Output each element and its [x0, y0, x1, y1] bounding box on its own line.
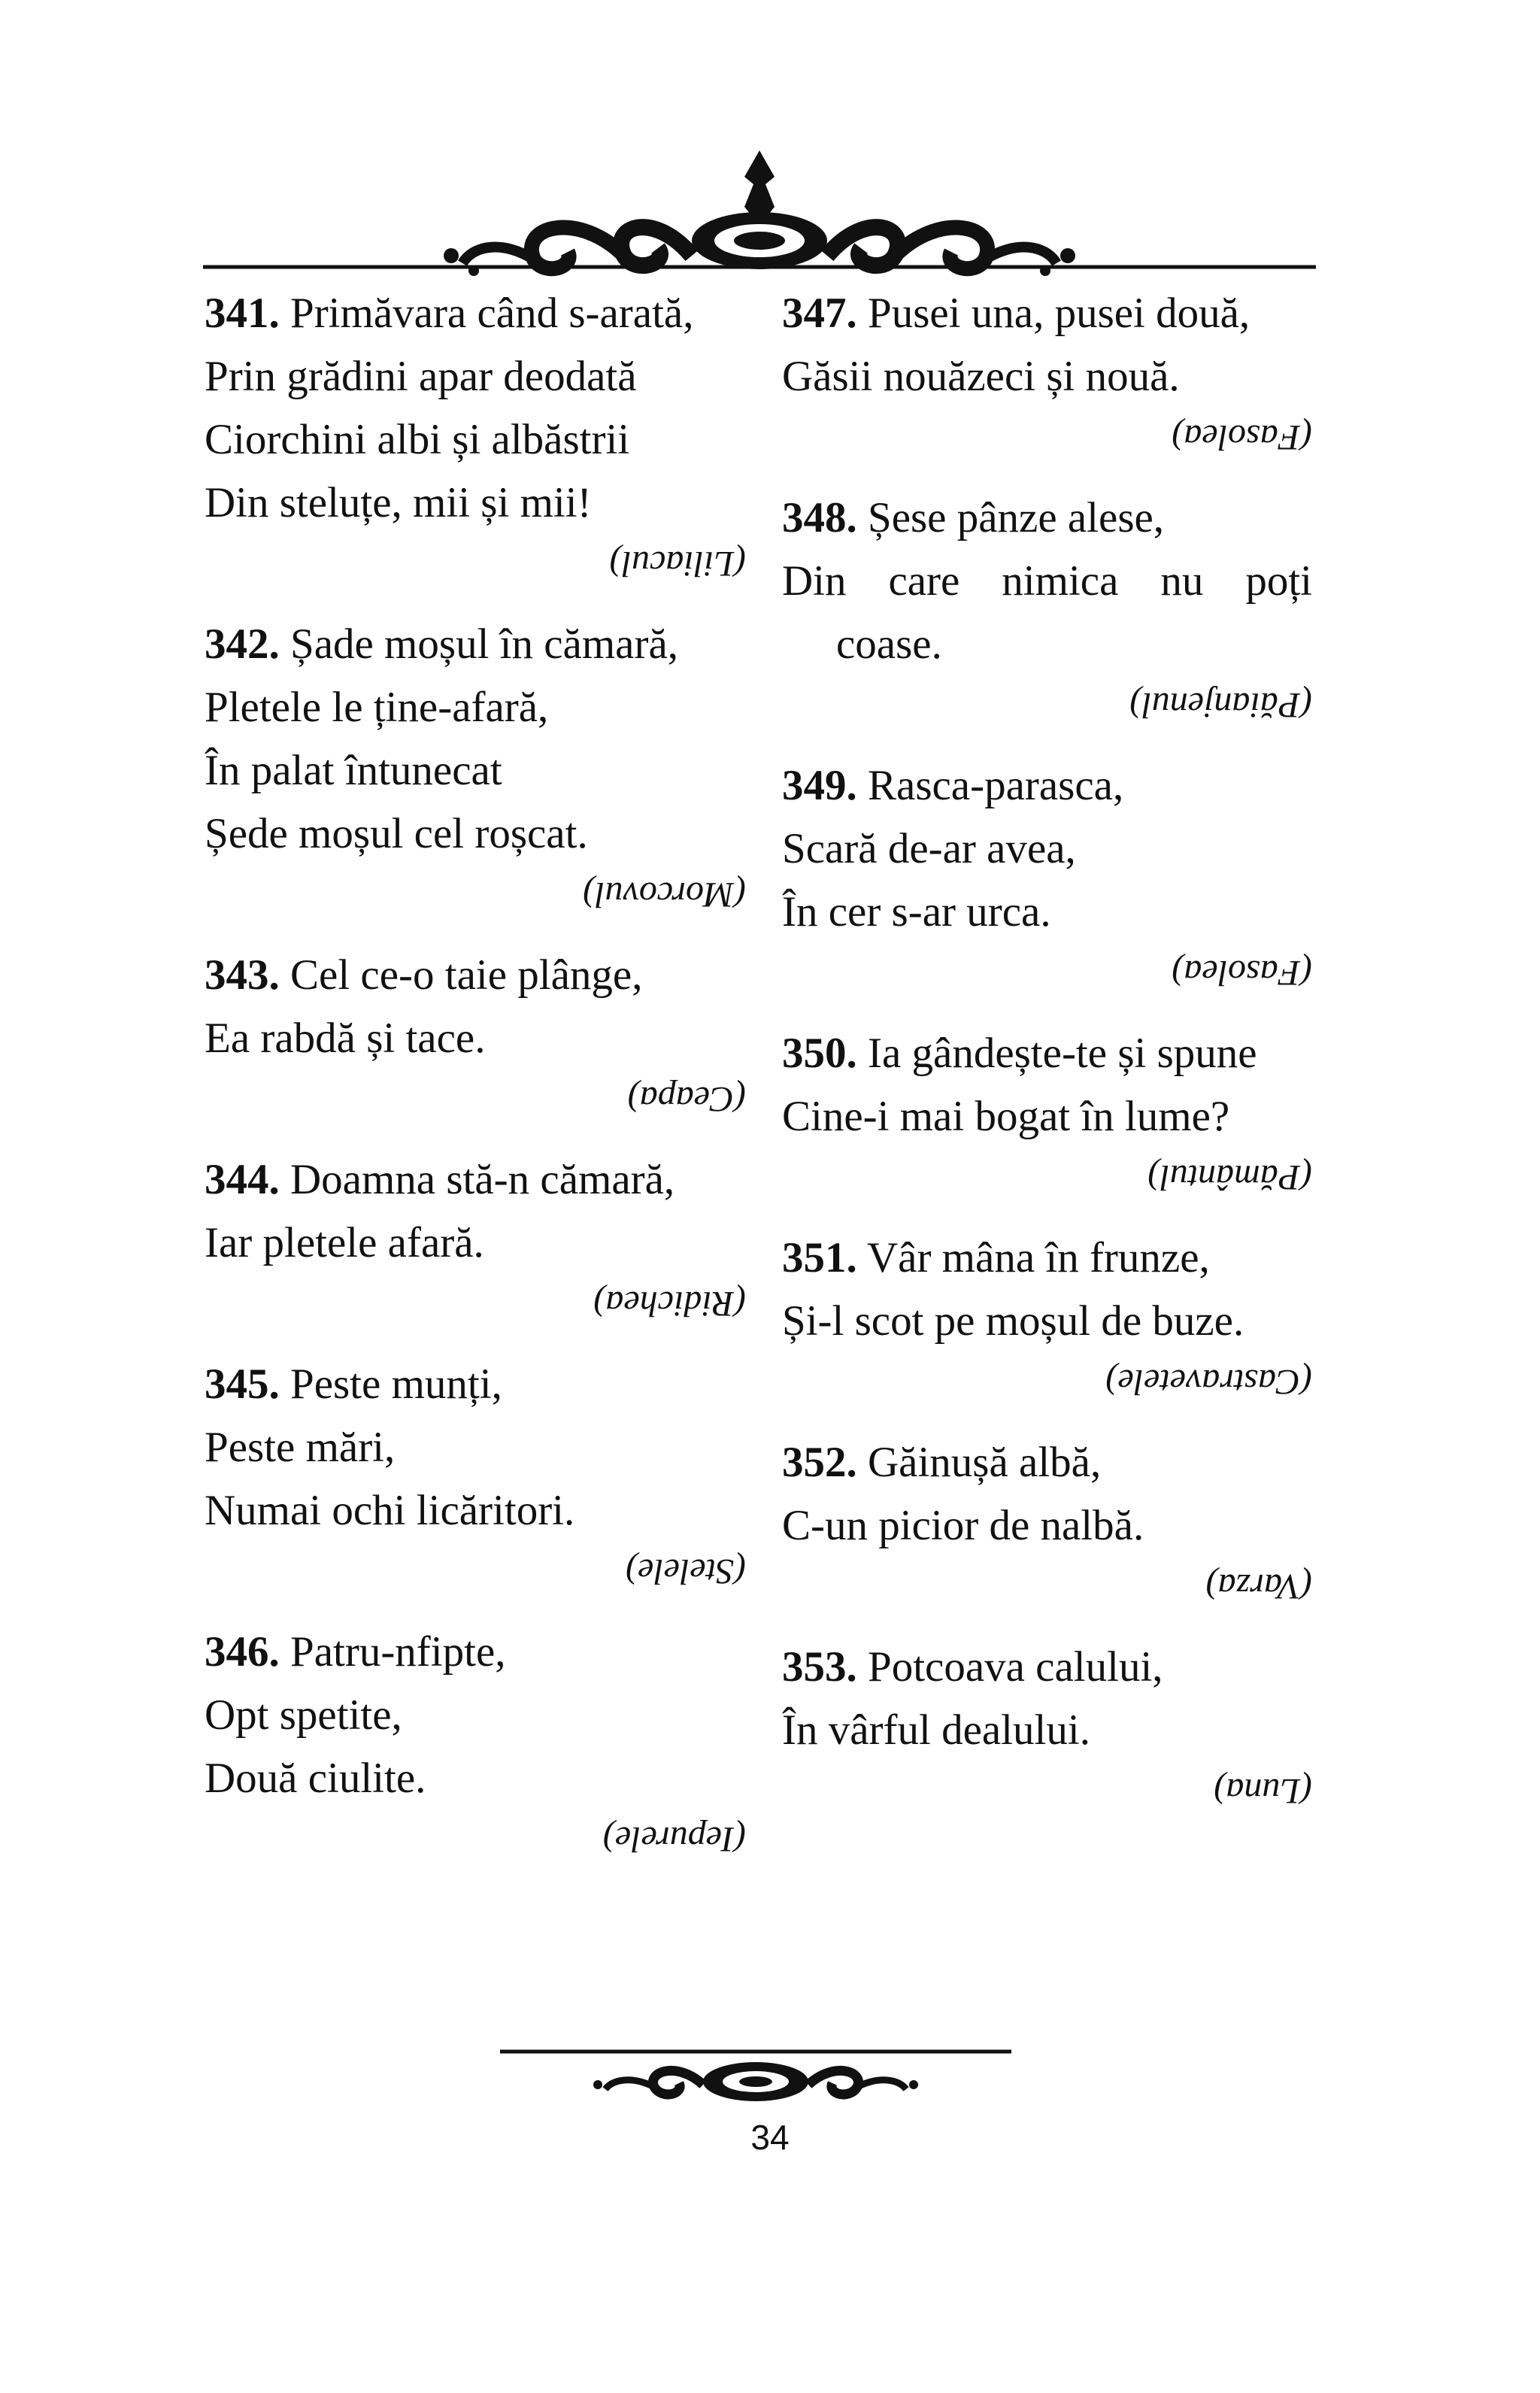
riddle-number: 345. — [205, 1360, 280, 1408]
riddle-line: Din care nimica nu poți — [782, 557, 1312, 605]
riddle-line: Primăvara când s-arată, — [290, 290, 694, 337]
riddle-number: 353. — [782, 1643, 857, 1691]
top-ornament — [203, 143, 1316, 293]
riddle-number: 349. — [782, 762, 857, 809]
riddle-answer: (Liliacul) — [609, 544, 746, 584]
riddle-line: Două ciulite. — [205, 1755, 426, 1802]
riddle-number: 342. — [205, 620, 280, 668]
riddle-answer: (Iepurele) — [602, 1819, 746, 1859]
riddle-line: Cine-i mai bogat în lume? — [782, 1093, 1230, 1140]
right-column — [782, 282, 1312, 1840]
riddle-line: Numai ochi licăritori. — [205, 1487, 575, 1534]
riddle-number: 348. — [782, 494, 857, 541]
riddle-line: Vâr mâna în frunze, — [866, 1234, 1210, 1281]
riddle-number: 347. — [782, 290, 857, 337]
riddle-answer: (Ridichea) — [593, 1284, 746, 1324]
riddle-352 — [782, 1431, 1312, 1615]
riddle-line: Pletele le ține-afară, — [205, 684, 549, 731]
riddle-line: Ciorchini albi și albăstrii — [205, 416, 630, 463]
riddle-line: Peste munți, — [290, 1360, 502, 1408]
riddle-answer: (Păianjenul) — [1129, 685, 1312, 725]
riddle-number: 341. — [205, 290, 280, 337]
bottom-ornament — [500, 2046, 1011, 2128]
riddle-line: În vârful dealului. — [782, 1706, 1090, 1754]
riddle-line: Ia gândește-te și spune — [868, 1030, 1257, 1077]
riddle-line: C-un picior de nalbă. — [782, 1502, 1144, 1549]
riddle-343 — [205, 944, 746, 1127]
riddle-349 — [782, 754, 1312, 1001]
riddle-line: În cer s-ar urca. — [782, 888, 1051, 936]
riddle-line: Și-l scot pe moșul de buze. — [782, 1297, 1244, 1345]
riddle-line: Șade moșul în cămară, — [290, 620, 679, 668]
riddle-345 — [205, 1353, 746, 1600]
riddle-line: În palat întunecat — [205, 747, 502, 794]
page-number: 34 — [750, 2118, 790, 2157]
riddle-344 — [205, 1148, 746, 1332]
riddle-line: Potcoava calului, — [868, 1643, 1163, 1691]
riddle-342 — [205, 613, 746, 923]
riddle-line: Rasca-parasca, — [868, 762, 1124, 809]
riddle-350 — [782, 1022, 1312, 1206]
riddle-line: Scară de-ar avea, — [782, 825, 1076, 872]
riddle-line: Din steluțe, mii și mii! — [205, 479, 592, 526]
riddle-line: Găinușă albă, — [868, 1439, 1102, 1486]
riddle-line: Opt spetite, — [205, 1691, 402, 1739]
riddle-341 — [205, 282, 746, 592]
riddle-number: 343. — [205, 951, 280, 999]
riddle-line: Patru-nfipte, — [290, 1628, 506, 1676]
riddle-answer: (Morcovul) — [583, 875, 746, 914]
riddle-answer: (Pământul) — [1147, 1157, 1312, 1197]
riddle-line: Pusei una, pusei două, — [868, 290, 1250, 337]
riddle-line: Găsii nouăzeci și nouă. — [782, 353, 1180, 400]
riddle-answer: (Luna) — [1214, 1771, 1312, 1811]
riddle-line: Iar pletele afară. — [205, 1219, 484, 1266]
riddle-346 — [205, 1621, 746, 1867]
riddle-number: 351. — [782, 1234, 857, 1281]
riddle-number: 344. — [205, 1156, 280, 1203]
riddle-line: Ea rabdă și tace. — [205, 1015, 486, 1062]
riddle-line: Peste mări, — [205, 1424, 396, 1471]
riddle-answer: (Varza) — [1205, 1567, 1312, 1606]
riddle-line: Cel ce-o taie plânge, — [290, 951, 643, 999]
riddle-347 — [782, 282, 1312, 466]
riddle-number: 352. — [782, 1439, 857, 1486]
riddle-answer: (Stelele) — [626, 1551, 746, 1591]
riddle-number: 346. — [205, 1628, 280, 1676]
riddle-348 — [782, 487, 1312, 733]
riddle-answer: (Castravetele) — [1105, 1362, 1312, 1402]
riddle-line: Șese pânze alese, — [868, 494, 1165, 541]
riddle-answer: (Fasolea) — [1172, 417, 1312, 457]
riddle-number: 350. — [782, 1030, 857, 1077]
riddle-line: coase. — [836, 620, 942, 668]
left-column — [205, 282, 746, 1888]
riddle-line: Prin grădini apar deodată — [205, 353, 637, 400]
riddle-351 — [782, 1227, 1312, 1410]
riddle-answer: (Fasolea) — [1172, 953, 1312, 993]
riddle-353 — [782, 1636, 1312, 1819]
riddle-answer: (Ceapa) — [627, 1079, 746, 1119]
riddle-line: Doamna stă-n cămară, — [290, 1156, 675, 1203]
riddle-line: Șede moșul cel roșcat. — [205, 810, 588, 857]
